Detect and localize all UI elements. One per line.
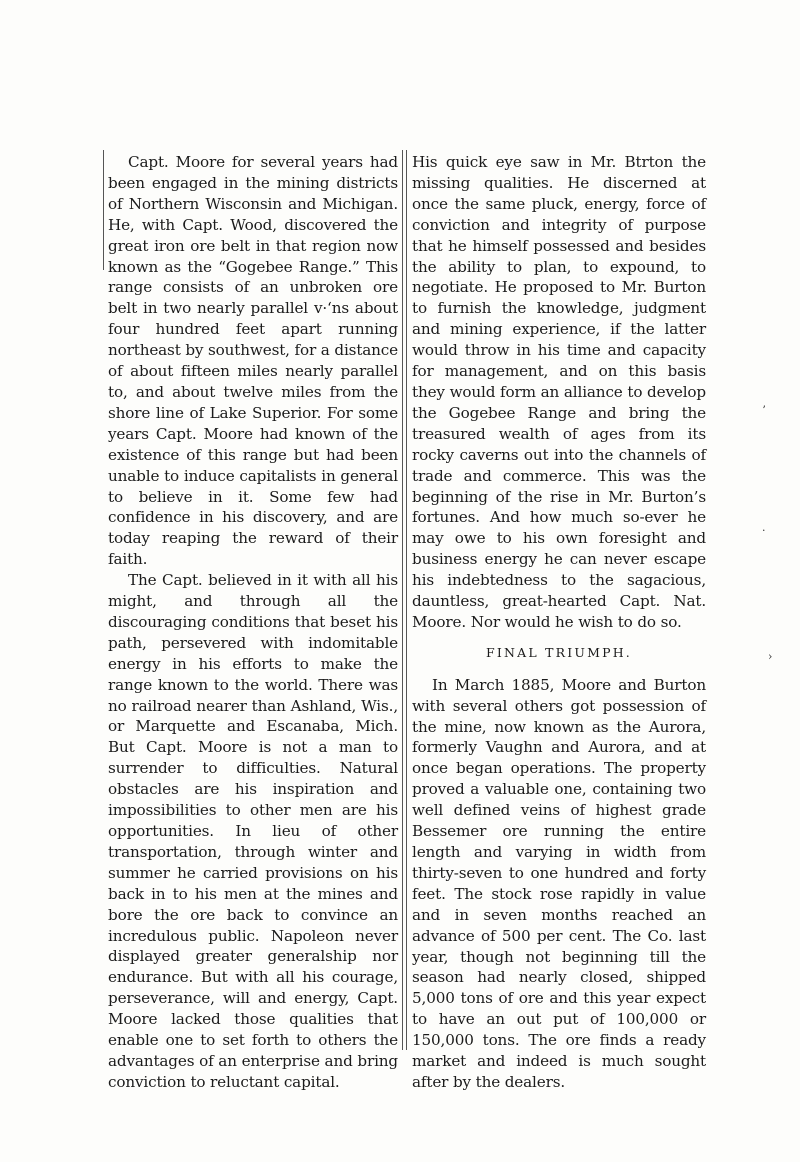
left-text-column — [108, 152, 398, 1093]
scan-speck: · — [762, 524, 766, 537]
scan-speck: › — [768, 650, 773, 663]
column-divider-rule — [402, 150, 403, 1050]
right-text-column — [412, 152, 706, 1093]
paragraph-quick-eye: His quick eye saw in Mr. Btrton the missing qualities. He discerned at once the same pluck, energy, force of conviction and integrity of purpose that he himself possessed and besides the ability to plan, to expound, to negotiate. He proposed to Mr. Burton to furnish the knowledge, judgment and mining experience, if the latter would throw in his time and capacity for management, and on this basis they would form an alliance to develop the Gogebee Range and bring the treasured wealth of ages from its rocky caverns out into the channels of trade and commerce. This was the beginning of the rise in Mr. Burton’s fortunes. And how much so-ever he may owe to his own foresight and business energy he can never escape his indebtedness to the sagacious, dauntless, great-hearted Capt. Nat. Moore. Nor would he wish to do so. — [412, 153, 706, 631]
section-heading-final-triumph: FINAL TRIUMPH. — [486, 644, 632, 660]
paragraph-capt-moore: Capt. Moore for several years had been engaged in the mining districts of Northern Wisconsin and Michigan. He, with Capt. Wood, discovered the great iron ore belt in that region now known as the “Gogebee Range.” This range consists of an unbroken ore belt in two nearly parallel v·‘ns about four hundred feet apart running northeast by southwest, for a distance of about fifteen miles nearly parallel to, and about twelve miles from the shore line of Lake Superior. For some years Capt. Moore had known of the existence of this range but had been unable to induce capitalists in general to believe in it. Some few had confidence in his discovery, and are today reaping the reward of their faith. — [108, 153, 398, 569]
scan-speck: ʼ — [762, 404, 766, 417]
paragraph-march-1885: In March 1885, Moore and Burton with several others got possession of the mine, now known as the Aurora, formerly Vaughn and Aurora, and at once began operations. The property proved a valuable one, containing two well defined veins of highest grade Bessemer ore running the entire length and varying in width from thirty-seven to one hundred and forty feet. The stock rose rapidly in value and in seven months reached an advance of 500 per cent. The Co. last year, though not beginning till the season had nearly closed, shipped 5,000 tons of ore and this year expect to have an out put of 100,000 or 150,000 tons. The ore finds a ready market and indeed is much sought after by the dealers. — [412, 675, 706, 1091]
margin-rule-left — [103, 150, 104, 270]
paragraph-capt-believed: The Capt. believed in it with all his might, and through all the discouraging conditions that beset his path, persevered with indomitable energy in his efforts to make the range known to the world. There was no railroad nearer than Ashland, Wis., or Marquette and Escanaba, Mich. But Capt. Moore is not a man to surrender to difficulties. Natural obstacles are his inspiration and impossibilities to other men are his opportunities. In lieu of other transportation, through winter and summer he carried provisions on his back in to his men at the mines and bore the ore back to convince an incredulous public. Napoleon never displayed greater generalship nor endurance. But with all his courage, perseverance, will and energy, Capt. Moore lacked those qualities that enable one to set forth to others the advantages of an enterprise and bring conviction to reluctant capital. — [108, 571, 398, 1091]
column-divider-rule-second — [406, 150, 407, 1050]
